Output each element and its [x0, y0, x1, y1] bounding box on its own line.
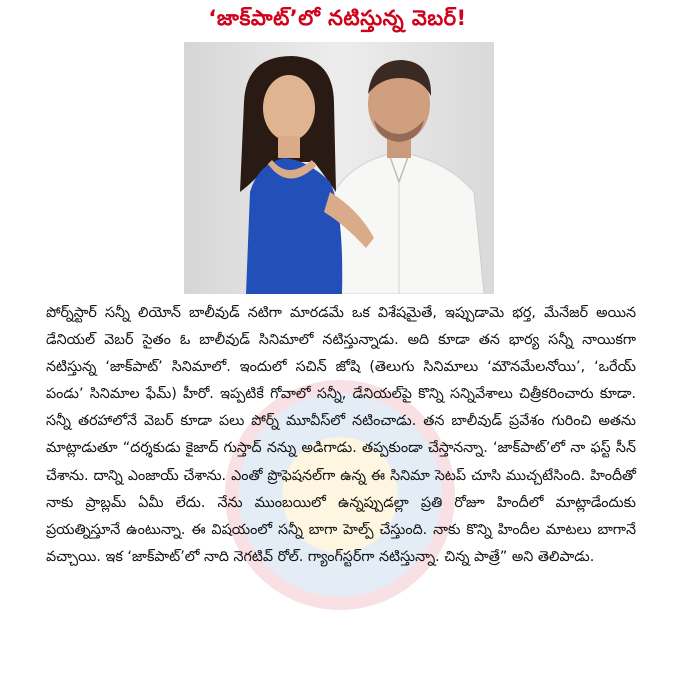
article-photo — [184, 42, 494, 294]
article-body: పోర్న్‌స్టార్ సన్నీ లియోన్ బాలీవుడ్ నటిగా మారడమే ఒక విశేషమైతే, ఇప్పుడామె భర్త, మేనేజర్ అయిన డేనియల్ వెబర్ సైతం ఓ బాలీవుడ్ సినిమాలో నటిస్తున్నాడు. అది కూడా తన భార్య సన్నీ నాయికగా నటిస్తున్న ‘జాక్‌పాట్’ సినిమాలో. ఇందులో సచిన్ జోషి (తెలుగు సినిమాలు ‘మౌనమేలనోయి’, ‘ఒరేయ్ పండు’ సినిమాల ఫేమ్) హీరో. ఇప్పటికే గోవాలో సన్నీ, డేనియల్‌పై కొన్ని సన్నివేశాలు చిత్రీకరించారు కూడా. సన్నీ తరహాలోనే వెబర్ కూడా పలు పోర్న్ మూవీస్‌లో నటించాడు. తన బాలీవుడ్ ప్రవేశం గురించి అతను మాట్లాడుతూ “దర్శకుడు కైజాద్ గుస్తాద్ నన్ను అడిగాడు. తప్పకుండా చేస్తానన్నా. ‘జాక్‌పాట్’లో నా ఫస్ట్ సీన్ చేశాను. దాన్ని ఎంజాయ్ చేశాను. ఎంతో ప్రొఫెషనల్‌గా ఉన్న ఈ సినిమా సెటప్ చూసి ముచ్చటేసింది. హిందీతో నాకు ప్రాబ్లమ్ ఏమీ లేదు. నేను ముంబయిలో ఉన్నప్పుడల్లా ప్రతి రోజూ హిందీలో మాట్లాడేందుకు ప్రయత్నిస్తూనే ఉంటున్నా. ఈ విషయంలో సన్నీ బాగా హెల్ప్ చేస్తుంది. నాకు కొన్ని హిందీల మాటలు బాగానే వచ్చాయి. ఇక ‘జాక్‌పాట్’లో నాది నెగటివ్ రోల్. గ్యాంగ్‌స్టర్‌గా నటిస్తున్నా. చిన్న పాత్రే” అని తెలిపాడు. — [46, 305, 636, 565]
couple-photo-icon — [184, 42, 494, 294]
headline: ‘జాక్‌పాట్’లో నటిస్తున్న వెబర్! — [208, 6, 467, 30]
